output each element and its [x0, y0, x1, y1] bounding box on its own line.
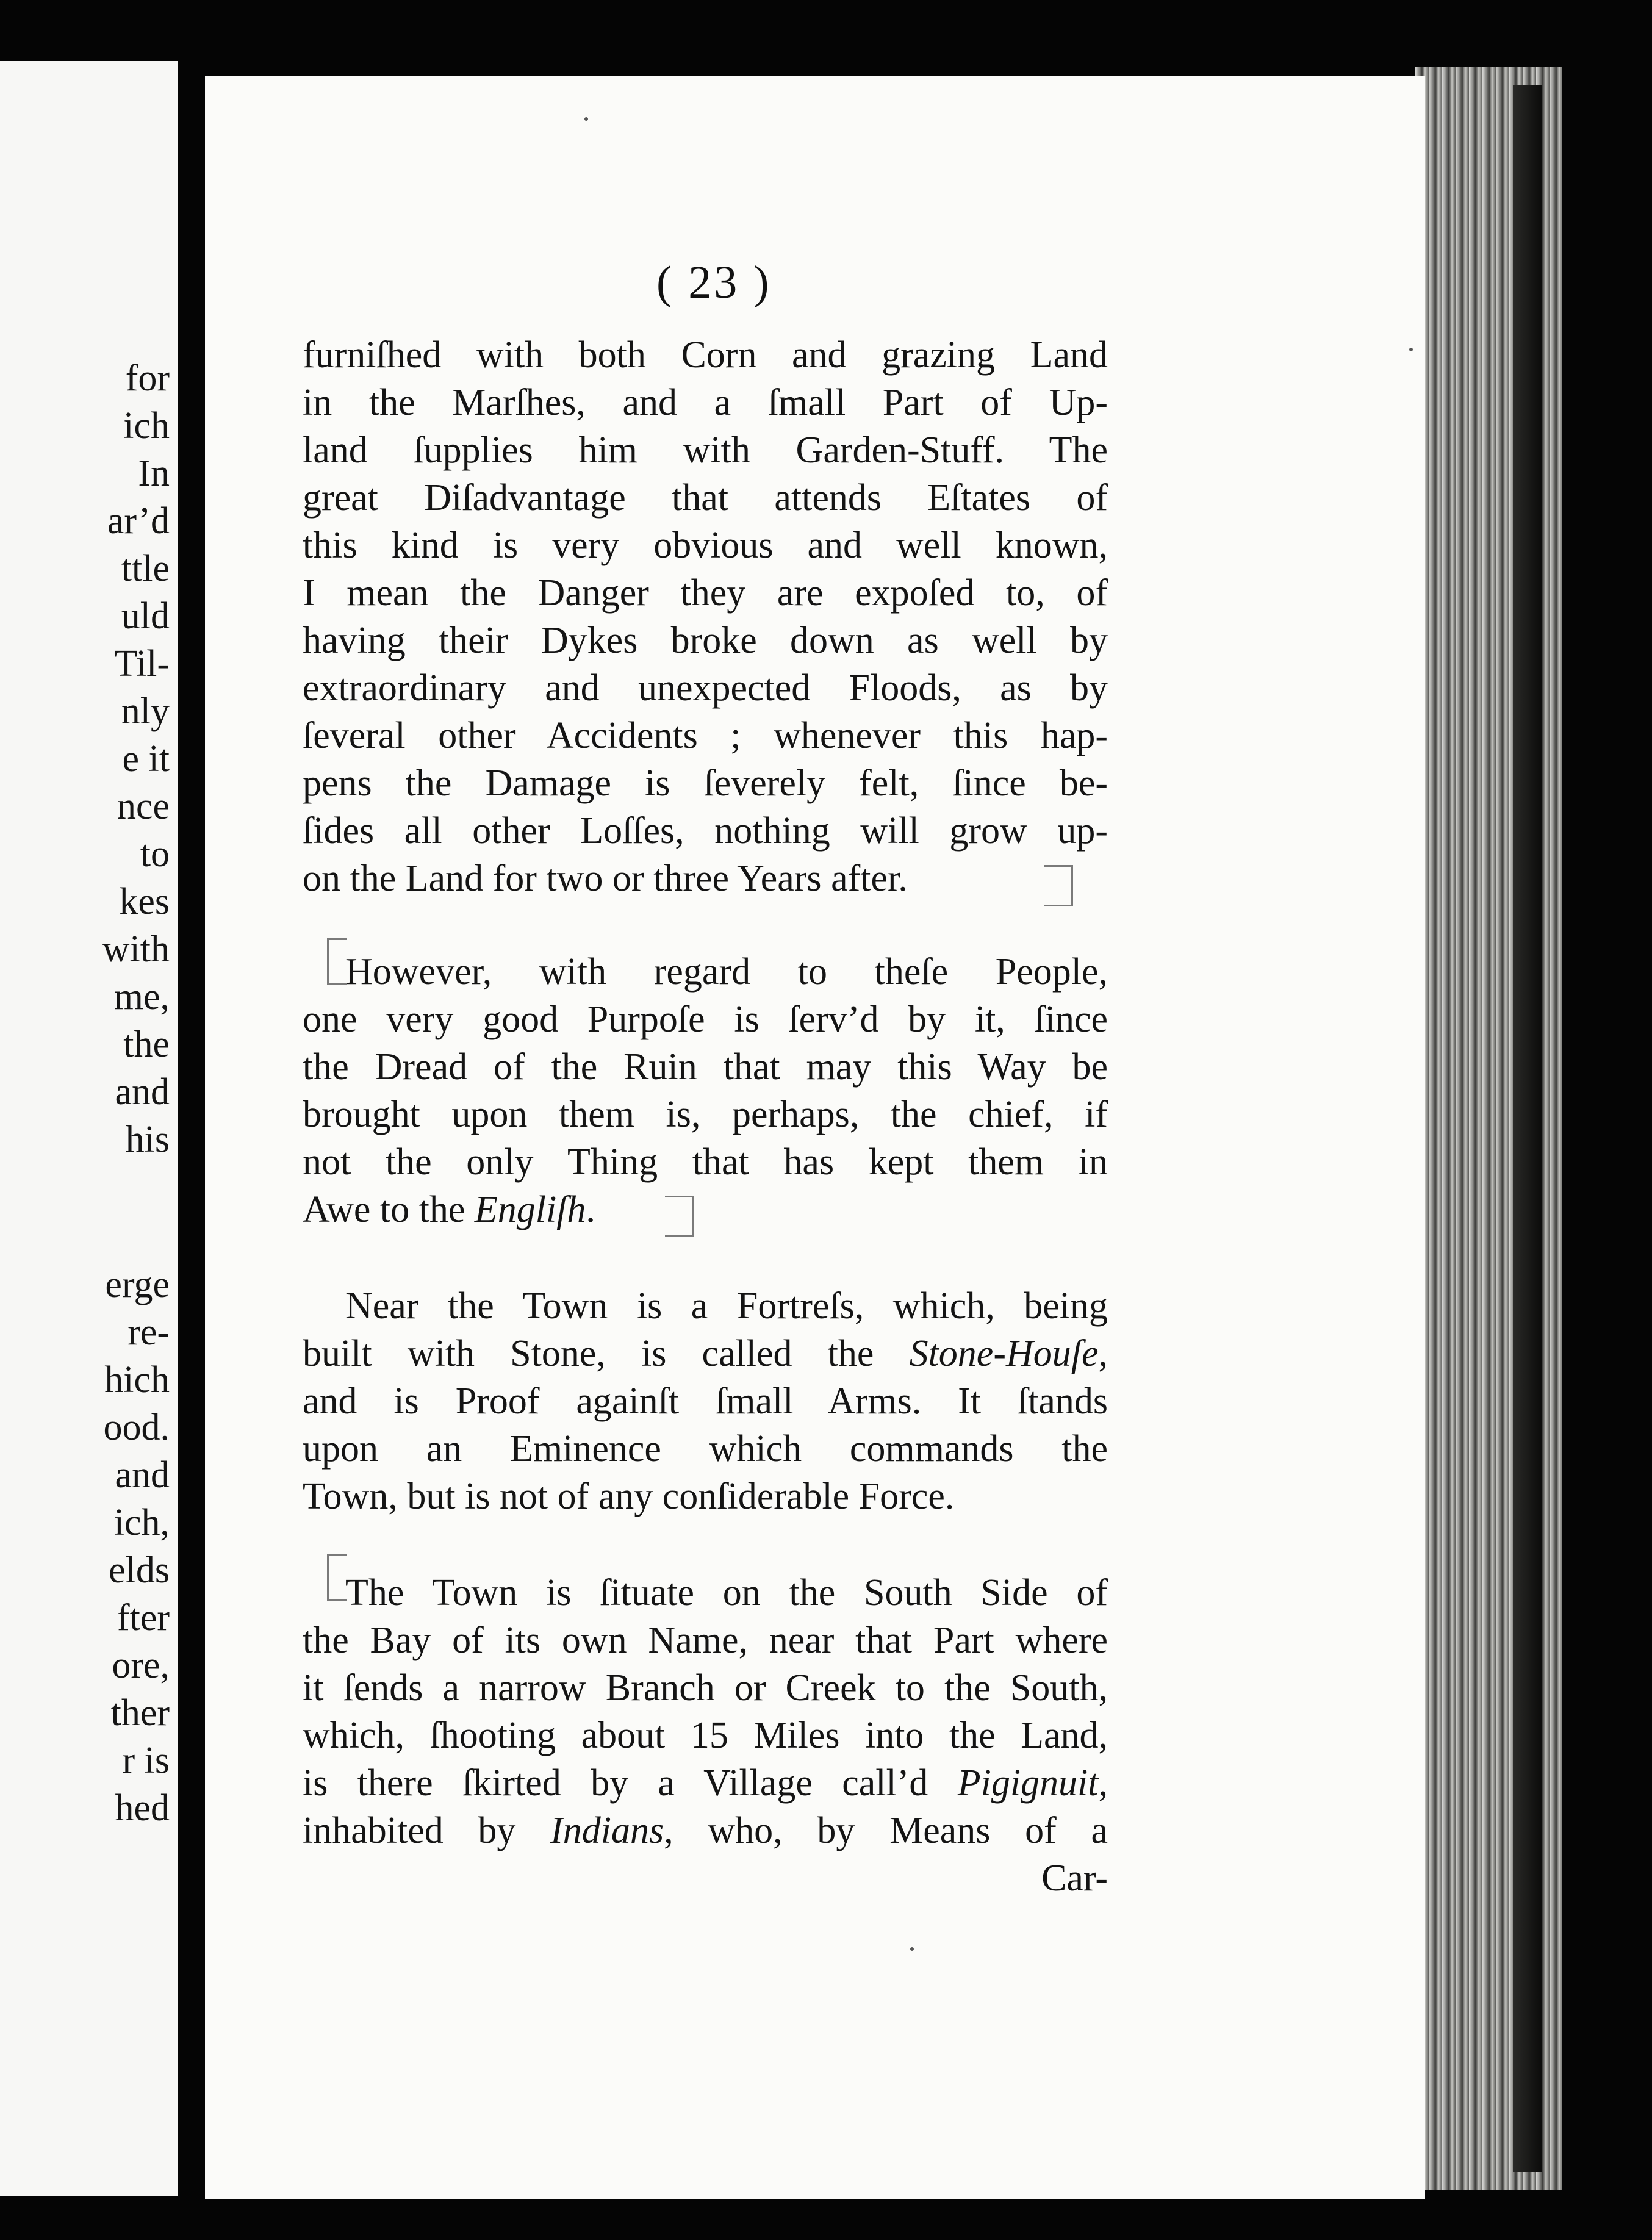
left-page-fragment: kes	[119, 881, 170, 922]
text-line: brought upon them is, perhaps, the chief, if	[303, 1094, 1108, 1135]
text-line: ſides all other Loſſes, nothing will grow up-	[303, 810, 1108, 852]
left-page-fragment: hed	[115, 1787, 170, 1829]
left-page-fragment: r is	[122, 1740, 170, 1781]
paragraph	[303, 1569, 1108, 1902]
text-line: great Diſadvantage that attends Eſtates of	[303, 477, 1108, 519]
left-page-fragment: Til-	[114, 643, 170, 684]
paragraph	[303, 331, 1108, 902]
paragraph	[303, 948, 1108, 1233]
left-page-fragment: me,	[113, 976, 170, 1018]
left-page-fragment: re-	[127, 1312, 170, 1353]
paper-speck	[1409, 348, 1413, 351]
text-line: Awe to the Engliſh.	[303, 1189, 595, 1230]
text-line: is there ſkirted by a Village call’d Pigignuit,	[303, 1762, 1108, 1804]
left-page-fragment: with	[102, 928, 170, 970]
left-page-fragment: ich	[123, 405, 170, 447]
text-line: in the Marſhes, and a ſmall Part of Up-	[303, 382, 1108, 423]
paper-speck	[584, 117, 588, 121]
pencil-bracket-mark	[665, 1196, 694, 1237]
text-line: Near the Town is a Fortreſs, which, being	[345, 1285, 1108, 1327]
book-binding-shadow	[1513, 85, 1542, 2172]
text-line: the Dread of the Ruin that may this Way be	[303, 1046, 1108, 1088]
page-number: ( 23 )	[656, 257, 772, 308]
left-page-fragment: fter	[117, 1597, 170, 1639]
text-line: it ſends a narrow Branch or Creek to the South,	[303, 1667, 1108, 1709]
left-page-fragment: hich	[104, 1359, 170, 1401]
text-line: and is Proof againſt ſmall Arms. It ſtands	[303, 1380, 1108, 1422]
text-line: built with Stone, is called the Stone-Houſe,	[303, 1333, 1108, 1374]
left-page-fragment: elds	[109, 1549, 170, 1591]
left-page-fragment: and	[115, 1454, 170, 1496]
pencil-bracket-mark	[327, 1554, 347, 1601]
text-line: upon an Eminence which commands the	[303, 1428, 1108, 1470]
text-line: having their Dykes broke down as well by	[303, 620, 1108, 661]
text-line: one very good Purpoſe is ſerv’d by it, ſince	[303, 999, 1108, 1040]
text-line: inhabited by Indians, who, by Means of a	[303, 1810, 1108, 1851]
left-page-fragment: uld	[121, 595, 170, 637]
pencil-bracket-mark	[327, 938, 347, 985]
left-facing-page	[0, 61, 178, 2196]
text-line: Town, but is not of any conſiderable Force.	[303, 1476, 955, 1517]
pencil-bracket-mark	[1044, 865, 1073, 906]
text-line: The Town is ſituate on the South Side of	[345, 1572, 1108, 1614]
left-page-fragment: to	[140, 833, 170, 875]
paper-speck	[910, 1947, 914, 1951]
left-page-fragment: and	[115, 1071, 170, 1113]
left-page-fragment: erge	[105, 1264, 170, 1305]
text-line: However, with regard to theſe People,	[345, 951, 1108, 993]
left-page-fragment: for	[125, 357, 170, 399]
left-page-fragment: ttle	[121, 548, 170, 589]
text-line: the Bay of its own Name, near that Part where	[303, 1620, 1108, 1661]
catchword: Car-	[1041, 1858, 1108, 1899]
left-page-fragment: ther	[110, 1692, 170, 1734]
left-page-fragment: the	[123, 1024, 170, 1065]
text-line: not the only Thing that has kept them in	[303, 1141, 1108, 1183]
text-line: extraordinary and unexpected Floods, as by	[303, 667, 1108, 709]
text-line: land ſupplies him with Garden-Stuff. The	[303, 429, 1108, 471]
text-line: this kind is very obvious and well known,	[303, 525, 1108, 566]
text-line: furniſhed with both Corn and grazing Land	[303, 334, 1108, 376]
left-page-fragment: e it	[122, 738, 170, 780]
left-page-fragment: ich,	[113, 1502, 170, 1543]
left-page-fragment: In	[138, 453, 170, 494]
left-page-fragment: ood.	[103, 1407, 170, 1448]
left-page-fragment: nly	[121, 691, 170, 732]
text-line: ſeveral other Accidents ; whenever this hap-	[303, 715, 1108, 756]
text-line: pens the Damage is ſeverely felt, ſince be-	[303, 763, 1108, 804]
paragraph	[303, 1282, 1108, 1520]
text-line: I mean the Danger they are expoſed to, of	[303, 572, 1108, 614]
left-page-fragment: nce	[117, 786, 170, 827]
text-line: on the Land for two or three Years after.	[303, 858, 908, 899]
left-page-fragment: ar’d	[107, 500, 170, 542]
left-page-fragment: his	[125, 1119, 170, 1160]
left-page-fragment: ore,	[112, 1645, 170, 1686]
text-line: which, ſhooting about 15 Miles into the Land,	[303, 1715, 1108, 1756]
